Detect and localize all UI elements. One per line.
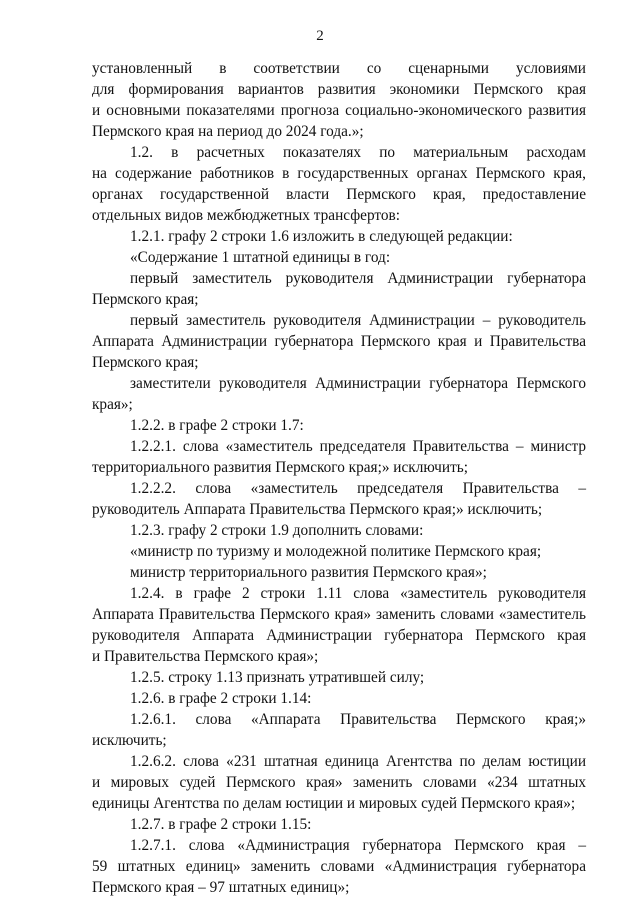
text-line: 1.2.2.1. слова «заместитель председателя Правительства – министр <box>130 438 586 455</box>
text-line: 1.2. в расчетных показателях по материальным расходам <box>130 144 586 161</box>
page-number: 2 <box>316 28 324 44</box>
text-line: 1.2.7.1. слова «Администрация губернатора Пермского края – <box>130 837 586 854</box>
text-line: органах государственной власти Пермского края, предоставление <box>92 186 586 203</box>
text-line: 1.2.5. строку 1.13 признать утратившей силу; <box>130 669 425 686</box>
text-line: первый заместитель руководителя Администрации – руководитель <box>130 312 586 329</box>
text-line: 1.2.6. в графе 2 строки 1.14: <box>130 690 312 707</box>
text-line: и мировых судей Пермского края» заменить словами «234 штатных <box>92 774 586 791</box>
text-line: и Правительства Пермского края»; <box>92 648 319 665</box>
text-line: заместители руководителя Администрации губернатора Пермского <box>130 375 586 392</box>
text-line: отдельных видов межбюджетных трансфертов: <box>92 207 400 224</box>
document-body <box>92 58 586 898</box>
text-line: единицы Агентства по делам юстиции и мировых судей Пермского края»; <box>92 795 576 812</box>
text-line: руководитель Аппарата Правительства Пермского края;» исключить; <box>92 501 543 518</box>
text-line: 1.2.6.1. слова «Аппарата Правительства Пермского края;» <box>130 711 586 728</box>
text-line: Аппарата Правительства Пермского края» заменить словами «заместитель <box>92 606 586 623</box>
text-line: 59 штатных единиц» заменить словами «Администрация губернатора <box>92 858 586 875</box>
text-line: 1.2.2.2. слова «заместитель председателя Правительства – <box>130 480 586 497</box>
text-line: «министр по туризму и молодежной политике Пермского края; <box>130 543 542 560</box>
text-line: Пермского края на период до 2024 года.»; <box>92 123 364 140</box>
text-line: территориального развития Пермского края;» исключить; <box>92 459 468 476</box>
text-line: 1.2.3. графу 2 строки 1.9 дополнить словами: <box>130 522 424 539</box>
text-line: 1.2.1. графу 2 строки 1.6 изложить в следующей редакции: <box>130 228 513 245</box>
text-line: исключить; <box>92 732 167 749</box>
text-line: на содержание работников в государственных органах Пермского края, <box>92 165 586 182</box>
text-line: 1.2.6.2. слова «231 штатная единица Агентства по делам юстиции <box>130 753 586 770</box>
text-line: установленный в соответствии со сценарными условиями <box>92 60 586 77</box>
text-line: 1.2.2. в графе 2 строки 1.7: <box>130 417 304 434</box>
text-line: 1.2.4. в графе 2 строки 1.11 слова «заместитель руководителя <box>130 585 586 602</box>
text-line: «Содержание 1 штатной единицы в год: <box>130 249 391 266</box>
text-line: края»; <box>92 396 133 413</box>
text-line: Пермского края; <box>92 354 199 371</box>
text-line: министр территориального развития Пермского края»; <box>130 564 487 581</box>
text-line: 1.2.7. в графе 2 строки 1.15: <box>130 816 312 833</box>
text-line: Аппарата Администрации губернатора Пермского края и Правительства <box>92 333 586 350</box>
text-line: руководителя Аппарата Администрации губернатора Пермского края <box>92 627 586 644</box>
text-line: первый заместитель руководителя Администрации губернатора <box>130 270 586 287</box>
text-line: и основными показателями прогноза социально-экономического развития <box>92 102 586 119</box>
text-line: Пермского края – 97 штатных единиц»; <box>92 879 350 896</box>
text-line: Пермского края; <box>92 291 199 308</box>
text-line: для формирования вариантов развития экономики Пермского края <box>92 81 586 98</box>
